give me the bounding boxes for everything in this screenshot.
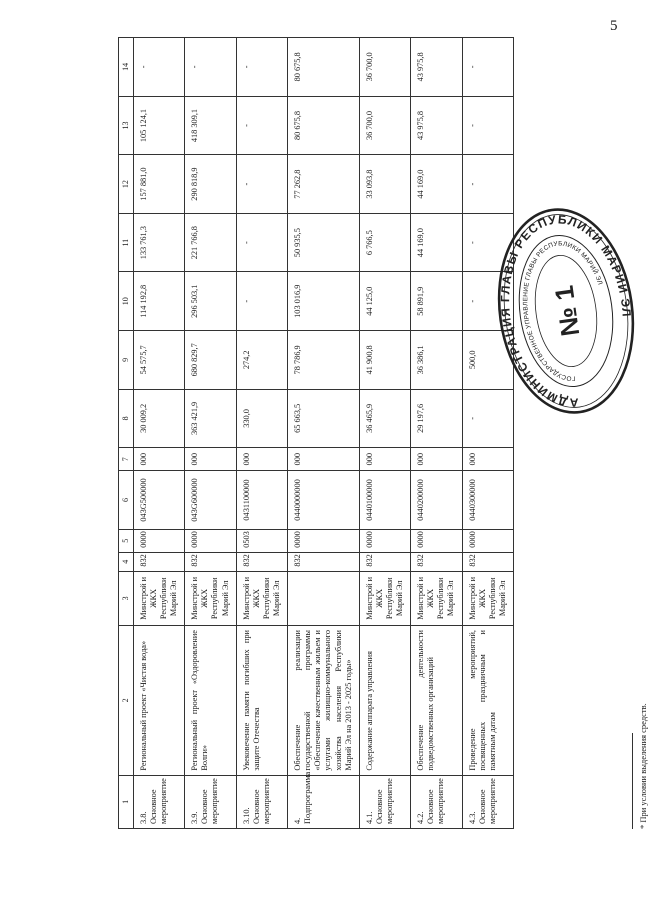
table-cell-col-9: 36 386,1 [411,331,462,390]
table-cell-col-1: 4.2. Основное мероприятие [411,775,462,828]
table-cell-col-3: Минстрой и ЖКХ Республики Марий Эл [133,571,184,625]
table-cell-col-11: - [236,213,287,272]
table-cell-col-2: Обеспечение реализации государственной программы «Обеспечение качественным жильем и услугами жилищно-коммунального хозяйства населения Республики Марий Эл на 2013 - 2025 годы» [288,626,360,776]
table-row [288,38,360,829]
table-cell-col-8: 330,0 [236,389,287,448]
table-cell-col-11: 221 766,8 [185,213,236,272]
header-cell: 11 [119,213,134,272]
table-cell-col-8: 29 197,6 [411,389,462,448]
table-cell-col-7: 000 [411,448,462,471]
table-cell-col-13: 36 700,0 [359,96,410,155]
table-cell-col-2: Региональный проект «Чистая вода» [133,626,184,776]
table-cell-col-8: - [462,389,513,448]
table-cell-col-6: 0440200000 [411,471,462,530]
table-row [236,38,287,829]
table-cell-col-3 [288,571,360,625]
table-cell-col-9: 78 786,9 [288,331,360,390]
header-cell: 5 [119,529,134,552]
table-cell-col-12: 44 169,0 [411,155,462,214]
header-cell: 6 [119,471,134,530]
table-row [462,38,513,829]
table-cell-col-10: - [462,272,513,331]
header-cell: 3 [119,571,134,625]
table-cell-col-7: 000 [359,448,410,471]
seal-inner-text: ГОСУДАРСТВЕННОЕ УПРАВЛЕНИЕ ГЛАВЫ РЕСПУБЛИКИ МАРИЙ ЭЛ [522,240,604,382]
table-cell-col-9: 500,0 [462,331,513,390]
table-cell-col-10: 103 016,9 [288,272,360,331]
table-cell-col-12: 77 262,8 [288,155,360,214]
rotated-page-content [118,37,648,829]
table-cell-col-14: 36 700,0 [359,38,410,97]
header-cell: 9 [119,331,134,390]
table-cell-col-5: 0000 [288,529,360,552]
table-cell-col-7: 000 [133,448,184,471]
table-cell-col-8: 363 421,9 [185,389,236,448]
footnote: * При условии выделения средств. [638,703,648,829]
table-cell-col-9: 680 829,7 [185,331,236,390]
table-cell-col-4: 832 [462,552,513,571]
table-cell-col-1: 4.1. Основное мероприятие [359,775,410,828]
table-cell-col-10: - [236,272,287,331]
table-cell-col-3: Минстрой и ЖКХ Республики Марий Эл [462,571,513,625]
table-cell-col-8: 65 663,5 [288,389,360,448]
table-cell-col-11: - [462,213,513,272]
table-cell-col-1: 4.3. Основное мероприятие [462,775,513,828]
table-cell-col-13: 418 309,1 [185,96,236,155]
table-row [133,38,184,829]
table-cell-col-10: 58 891,9 [411,272,462,331]
header-cell: 12 [119,155,134,214]
table-cell-col-3: Минстрой и ЖКХ Республики Марий Эл [236,571,287,625]
table-cell-col-11: 50 935,5 [288,213,360,272]
table-cell-col-8: 36 465,9 [359,389,410,448]
table-row [185,38,236,829]
table-cell-col-8: 30 009,2 [133,389,184,448]
table-cell-col-14: - [133,38,184,97]
table-cell-col-11: 6 766,5 [359,213,410,272]
header-cell: 2 [119,626,134,776]
table-cell-col-13: 105 124,1 [133,96,184,155]
table-cell-col-2: Увековечение памяти погибших при защите Отечества [236,626,287,776]
table-cell-col-1: 4. Подпрограмма [288,775,360,828]
table-cell-col-1: 3.10. Основное мероприятие [236,775,287,828]
table-cell-col-4: 832 [411,552,462,571]
table-cell-col-13: - [462,96,513,155]
table-cell-col-12: 157 881,0 [133,155,184,214]
table-body [119,38,514,829]
table-cell-col-13: 80 675,8 [288,96,360,155]
table-cell-col-7: 000 [236,448,287,471]
table-row [359,38,410,829]
table-cell-col-4: 832 [185,552,236,571]
table-cell-col-14: - [185,38,236,97]
table-cell-col-12: 290 818,9 [185,155,236,214]
seal-number: № 1 [548,283,586,339]
table-cell-col-5: 0000 [462,529,513,552]
table-cell-col-7: 000 [288,448,360,471]
table-cell-col-14: 80 675,8 [288,38,360,97]
table-cell-col-5: 0503 [236,529,287,552]
table-cell-col-11: 44 169,0 [411,213,462,272]
table-cell-col-2: Обеспечение деятельности подведомственных организаций [411,626,462,776]
table-cell-col-9: 274,2 [236,331,287,390]
table-cell-col-9: 54 575,7 [133,331,184,390]
table-cell-col-5: 0000 [185,529,236,552]
table-cell-col-4: 832 [236,552,287,571]
table-cell-col-3: Минстрой и ЖКХ Республики Марий Эл [185,571,236,625]
table-cell-col-14: - [462,38,513,97]
table-cell-col-1: 3.8. Основное мероприятие [133,775,184,828]
table-cell-col-5: 0000 [133,529,184,552]
table-cell-col-3: Минстрой и ЖКХ Республики Марий Эл [411,571,462,625]
table-cell-col-14: 43 975,8 [411,38,462,97]
table-cell-col-6: 0431100000 [236,471,287,530]
table-cell-col-12: - [236,155,287,214]
table-cell-col-13: 43 975,8 [411,96,462,155]
header-cell: 10 [119,272,134,331]
table-cell-col-11: 133 761,3 [133,213,184,272]
header-cell: 13 [119,96,134,155]
table-cell-col-7: 000 [185,448,236,471]
seal-outer-text: АДМИНИСТРАЦИЯ ГЛАВЫ РЕСПУБЛИКИ МАРИЙ ЭЛ [498,212,634,410]
header-cell: 1 [119,775,134,828]
footnote-divider [632,733,633,829]
header-cell: 7 [119,448,134,471]
table-cell-col-5: 0000 [359,529,410,552]
table-cell-col-14: - [236,38,287,97]
official-seal [482,196,650,425]
table-cell-col-6: 0440100000 [359,471,410,530]
table-cell-col-6: 0440000000 [288,471,360,530]
table-cell-col-4: 832 [359,552,410,571]
table-cell-col-5: 0000 [411,529,462,552]
table-cell-col-10: 296 503,1 [185,272,236,331]
table-cell-col-6: 0440300000 [462,471,513,530]
table-cell-col-1: 3.9. Основное мероприятие [185,775,236,828]
table-cell-col-10: 44 125,0 [359,272,410,331]
header-cell: 4 [119,552,134,571]
table-header-row [119,38,134,829]
table-cell-col-2: Проведение мероприятий, посвященных праздничным и памятным датам [462,626,513,776]
table-cell-col-3: Минстрой и ЖКХ Республики Марий Эл [359,571,410,625]
table-cell-col-13: - [236,96,287,155]
table-cell-col-6: 043G600000 [185,471,236,530]
header-cell: 8 [119,389,134,448]
table-cell-col-4: 832 [288,552,360,571]
table-cell-col-4: 832 [133,552,184,571]
table-row [411,38,462,829]
budget-table [118,37,514,829]
table-cell-col-9: 41 900,8 [359,331,410,390]
table-cell-col-6: 043G500000 [133,471,184,530]
table-cell-col-2: Региональный проект «Оздоровление Волги» [185,626,236,776]
table-cell-col-7: 000 [462,448,513,471]
table-cell-col-2: Содержание аппарата управления [359,626,410,776]
header-cell: 14 [119,38,134,97]
table-cell-col-12: 33 093,8 [359,155,410,214]
page-number: 5 [610,18,618,34]
table-cell-col-10: 114 192,8 [133,272,184,331]
table-cell-col-12: - [462,155,513,214]
